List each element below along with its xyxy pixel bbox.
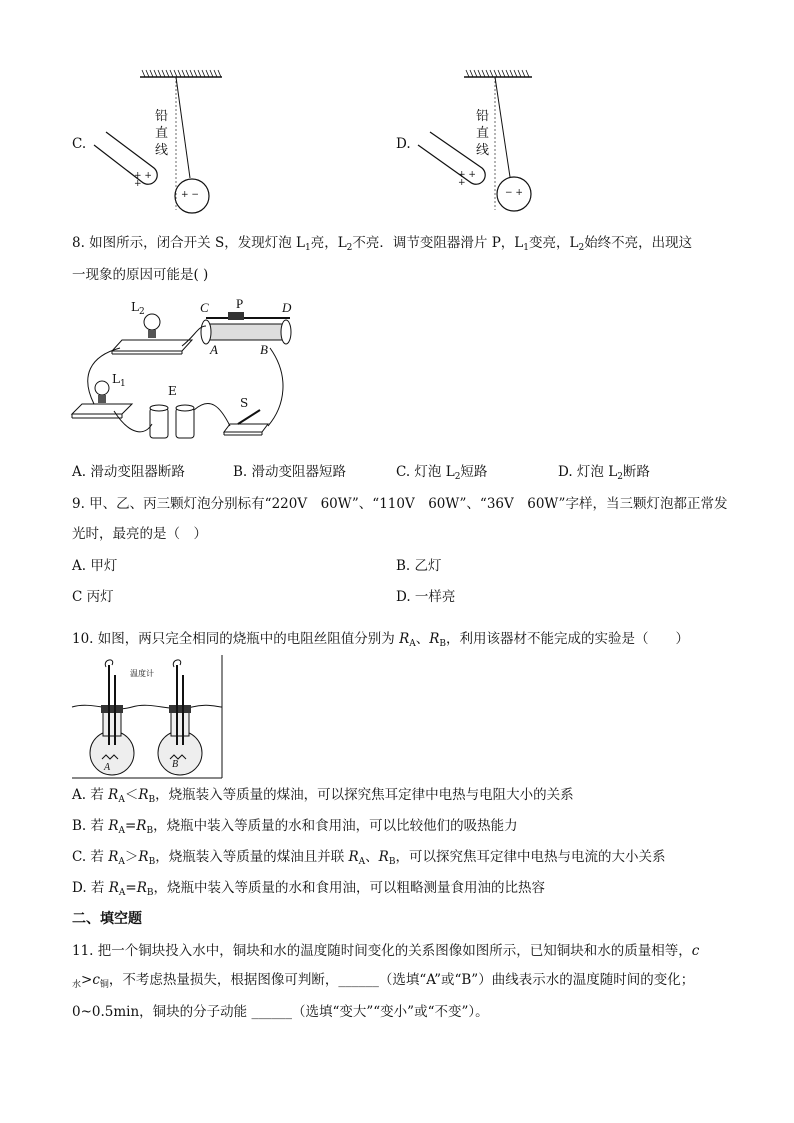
label-E: E	[168, 384, 177, 398]
flask-label-b: B	[172, 759, 179, 770]
q8-stem-line2: 一现象的原因可能是( )	[72, 267, 209, 283]
q8-option-a: A. 滑动变阻器断路	[72, 464, 185, 480]
flask-label-a: A	[104, 762, 111, 773]
label-L2: $L_2$	[131, 300, 145, 317]
q10-option-c: C. 若 $R_A>R_B$，烧瓶装入等质量的煤油且并联 $R_A$、$R_B$，可以探究焦耳定律中电热与电流的大小关系	[72, 849, 666, 867]
q10-option-a: A. 若 $R_A<R_B$，烧瓶装入等质量的煤油，可以探究焦耳定律中电热与电阻大小的关系	[72, 787, 574, 805]
label-P: P	[236, 296, 244, 311]
q8-option-c: C. 灯泡 $L_2$短路	[396, 464, 488, 482]
q11-line3: 0~0.5min，铜块的分子动能 ______（选填“变大”“变小”或“不变”）。	[72, 1004, 489, 1020]
q8-stem-line1: 8. 如图所示，闭合开关 S，发现灯泡 $L_1$亮，$L_2$不亮．调节变阻器滑片 P，$L_1$变亮，$L_2$始终不亮，出现这	[72, 235, 693, 253]
q9-stem-line1: 9. 甲、乙、丙三颗灯泡分别标有“220V 60W”、“110V 60W”、“36V 60W”字样，当三颗灯泡都正常发	[72, 496, 728, 512]
q9-stem-line2: 光时，最亮的是（ ）	[72, 526, 207, 542]
q10-option-d: D. 若 $R_A=R_B$，烧瓶中装入等质量的水和食用油，可以粗略测量食用油的比热容	[72, 880, 546, 898]
option-c-label: C.	[72, 136, 87, 152]
option-d-label: D.	[396, 136, 411, 152]
label-B: B	[260, 342, 268, 357]
ball-charge-c: + −	[181, 190, 199, 200]
rod-charge-d: + + +	[458, 170, 476, 188]
q9-option-d: D. 一样亮	[396, 589, 456, 605]
q8-circuit-figure	[70, 296, 310, 441]
q10-stem: 10. 如图，两只完全相同的烧瓶中的电阻丝阻值分别为 $R_A$、$R_B$，利用该器材不能完成的实验是（ ）	[72, 631, 690, 649]
rod-charge-c: + + +	[134, 171, 152, 189]
plumb-line-label-d: 铅直线	[476, 109, 490, 158]
label-A: A	[210, 342, 218, 357]
q11-line2: $_水>c_铜$，不考虑热量损失，根据图像可判断，______（选填“A”或“B”）曲线表示水的温度随时间的变化；	[72, 972, 695, 990]
q11-line1: 11. 把一个铜块投入水中，铜块和水的温度随时间变化的关系图像如图所示，已知铜块和水的质量相等，c	[72, 943, 700, 959]
q8-option-b: B. 滑动变阻器短路	[233, 464, 347, 480]
label-L1: $L_1$	[112, 372, 126, 389]
plumb-line-label-c: 铅直线	[155, 109, 169, 158]
label-D: D	[282, 300, 292, 315]
q9-option-a: A. 甲灯	[72, 558, 118, 574]
section-title-fill-in: 二、填空题	[72, 911, 142, 927]
ball-charge-d: − +	[505, 188, 523, 198]
label-C: C	[200, 300, 209, 315]
q9-option-c: C 丙灯	[72, 589, 114, 605]
q8-option-d: D. 灯泡 $L_2$断路	[558, 464, 650, 482]
q9-option-b: B. 乙灯	[396, 558, 442, 574]
thermometer-label: 温度计	[130, 669, 154, 678]
q10-option-b: B. 若 $R_A=R_B$，烧瓶中装入等质量的水和食用油，可以比较他们的吸热能力	[72, 818, 518, 836]
label-S: S	[240, 396, 249, 410]
